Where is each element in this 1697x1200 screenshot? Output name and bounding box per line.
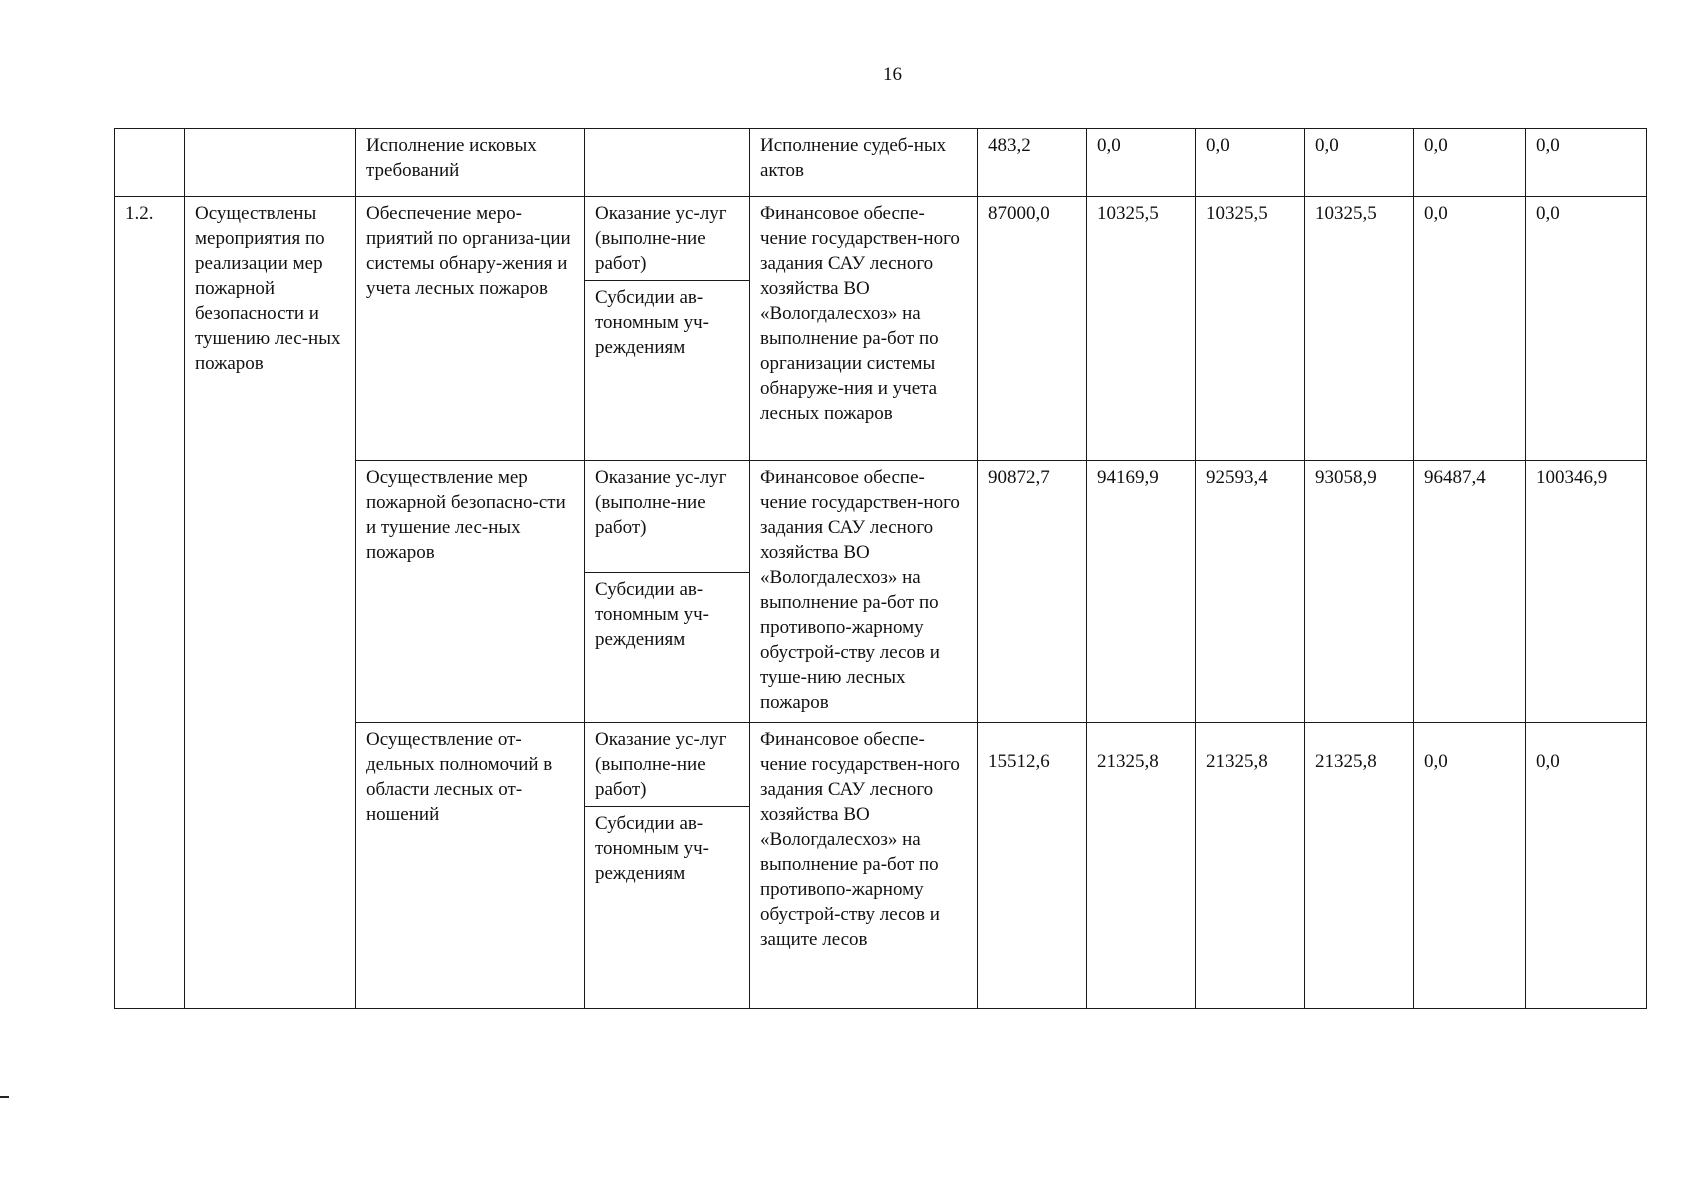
section-result: Осуществлены мероприятия по реализации мер пожарной безопасности и тушению лес-ных пожаров: [185, 197, 356, 1009]
source-cell-empty: [585, 129, 750, 197]
source-cell: Оказание ус-луг (выполне-ние работ): [585, 723, 750, 807]
value-cell: 0,0: [1526, 723, 1647, 1009]
value-cell: 15512,6: [978, 723, 1087, 1009]
source-cell: Субсидии ав-тономным уч-реждениям: [585, 573, 750, 723]
source-cell: Субсидии ав-тономным уч-реждениям: [585, 281, 750, 461]
value-cell: 0,0: [1414, 129, 1526, 197]
page-number: 16: [883, 64, 902, 85]
value-cell: 10325,5: [1196, 197, 1305, 461]
source-cell: Оказание ус-луг (выполне-ние работ): [585, 197, 750, 281]
description-cell: Финансовое обеспе-чение государствен-ного задания САУ лесного хозяйства ВО «Вологдалесхоз» на выполнение ра-бот по организации системы обнаруже-ния и учета лесных пожаров: [750, 197, 978, 461]
description-cell: Финансовое обеспе-чение государствен-ного задания САУ лесного хозяйства ВО «Вологдалесхоз» на выполнение ра-бот по противопо-жарному обустрой-ству лесов и туше-нию лесных пожаров: [750, 461, 978, 723]
value-cell: 90872,7: [978, 461, 1087, 723]
value-cell: 0,0: [1414, 723, 1526, 1009]
value-cell: 483,2: [978, 129, 1087, 197]
value-cell: 100346,9: [1526, 461, 1647, 723]
table-row: [115, 129, 1647, 197]
value-cell: 10325,5: [1305, 197, 1414, 461]
scan-mark: [0, 1096, 9, 1098]
value-cell: 21325,8: [1305, 723, 1414, 1009]
value-cell: 94169,9: [1087, 461, 1196, 723]
value-cell: 0,0: [1196, 129, 1305, 197]
result-cell-empty: [185, 129, 356, 197]
event-cell: Осуществление от-дельных полномочий в области лесных от-ношений: [356, 723, 585, 1009]
event-cell: Исполнение исковых требований: [356, 129, 585, 197]
value-cell: 21325,8: [1087, 723, 1196, 1009]
value-cell: 87000,0: [978, 197, 1087, 461]
description-cell: Исполнение судеб-ных актов: [750, 129, 978, 197]
description-cell: Финансовое обеспе-чение государствен-ного задания САУ лесного хозяйства ВО «Вологдалесхоз» на выполнение ра-бот по противопо-жарному обустрой-ству лесов и защите лесов: [750, 723, 978, 1009]
number-cell-empty: [115, 129, 185, 197]
value-cell: 92593,4: [1196, 461, 1305, 723]
source-cell: Субсидии ав-тономным уч-реждениям: [585, 807, 750, 1009]
value-cell: 10325,5: [1087, 197, 1196, 461]
value-cell: 0,0: [1526, 129, 1647, 197]
event-cell: Обеспечение меро-приятий по организа-ции системы обнару-жения и учета лесных пожаров: [356, 197, 585, 461]
value-cell: 0,0: [1526, 197, 1647, 461]
table-row: [115, 197, 1647, 281]
value-cell: 0,0: [1087, 129, 1196, 197]
event-cell: Осуществление мер пожарной безопасно-сти и тушение лес-ных пожаров: [356, 461, 585, 723]
value-cell: 93058,9: [1305, 461, 1414, 723]
value-cell: 0,0: [1305, 129, 1414, 197]
section-number: 1.2.: [115, 197, 185, 1009]
budget-table: [114, 128, 1647, 1009]
value-cell: 96487,4: [1414, 461, 1526, 723]
source-cell: Оказание ус-луг (выполне-ние работ): [585, 461, 750, 573]
value-cell: 0,0: [1414, 197, 1526, 461]
value-cell: 21325,8: [1196, 723, 1305, 1009]
